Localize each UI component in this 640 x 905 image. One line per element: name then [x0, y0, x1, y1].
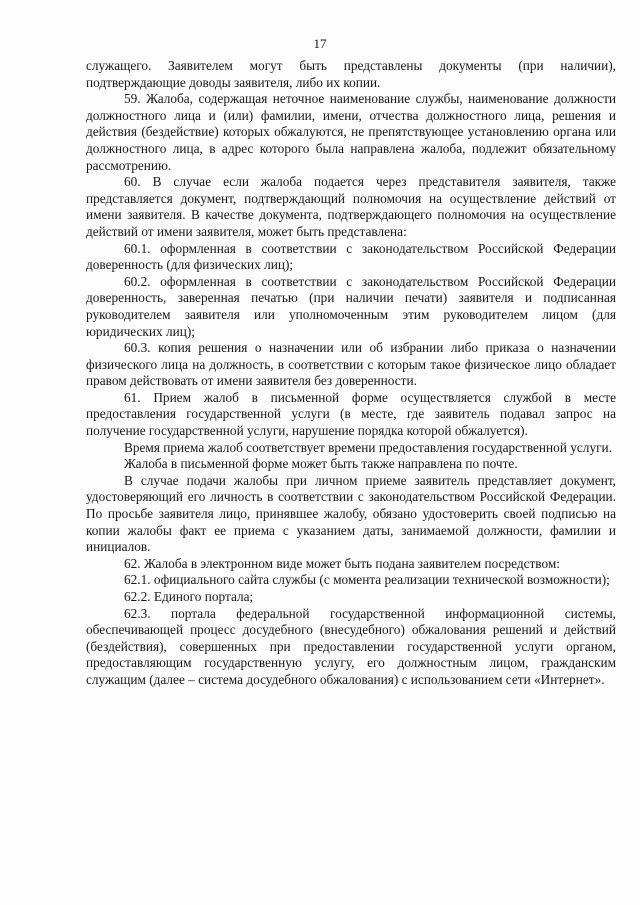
paragraph: 62. Жалоба в электронном виде может быть подана заявителем посредством: [124, 555, 560, 571]
paragraph: 60.2. оформленная в соответствии с законодательством Российской Федерации доверенность, заверенная печатью (при наличии печати) заявителя и подписанная руководителем заявителя или уполномоченным этим руководителем лицом (для юридических лиц); [86, 273, 616, 339]
paragraph: 60.3. копия решения о назначении или об избрании либо приказа о назначении физического лица на должность, в соответствии с которым такое физическое лицо обладает правом действовать от имени заявителя без доверенности. [86, 340, 616, 389]
paragraph: Жалоба в письменной форме может быть также направлена по почте. [124, 456, 518, 472]
paragraph: Время приема жалоб соответствует времени предоставления государственной услуги. [124, 439, 612, 455]
paragraph: 59. Жалоба, содержащая неточное наименование службы, наименование должности должностного лица и (или) фамилии, имени, отчества должностного лица, решения и действия (бездействие) которых обжалуются, не препятствующее установлению органа или должностного лица, в адрес которого была направлена жалоба, подлежит обязательному рассмотрению. [86, 91, 616, 173]
paragraph: 62.1. официального сайта службы (с момента реализации технической возможности); [124, 572, 610, 588]
paragraph: 60.1. оформленная в соответствии с законодательством Российской Федерации доверенность (для физических лиц); [86, 240, 616, 273]
paragraph: 62.2. Единого портала; [124, 589, 254, 604]
page-number: 17 [313, 36, 327, 51]
paragraph: В случае подачи жалобы при личном приеме заявитель представляет документ, удостоверяющий его личность в соответствии с законодательством Российской Федерации. По просьбе заявителя лицо, принявшее жалобу, обязано удостоверить своей подписью на копии жалобы факт ее приема с указанием даты, занимаемой должности, фамилии и инициалов. [86, 472, 616, 555]
paragraph: 62.3. портала федеральной государственной информационной системы, обеспечивающей процесс досудебного (внесудебного) обжалования решений и действий (бездействия), совершенных при предоставлении государственной услуги органом, предоставляющим государственную услугу, его должностным лицом, гражданским служащим (далее – система досудебного обжалования) с использованием сети «Интернет». [86, 605, 616, 687]
paragraph: служащего. Заявителем могут быть представлены документы (при наличии), подтверждающие доводы заявителя, либо их копии. [86, 58, 616, 90]
document-body [86, 58, 616, 689]
paragraph: 60. В случае если жалоба подается через представителя заявителя, также представляется документ, подтверждающий полномочия на осуществление действий от имени заявителя. В качестве документа, подтверждающего полномочия на осуществление действий от имени заявителя, может быть представлена: [86, 174, 616, 239]
paragraph: 61. Прием жалоб в письменной форме осуществляется службой в месте предоставления государственной услуги (в месте, где заявитель подавал запрос на получение государственной услуги, нарушение порядка которой обжалуется). [86, 389, 616, 439]
